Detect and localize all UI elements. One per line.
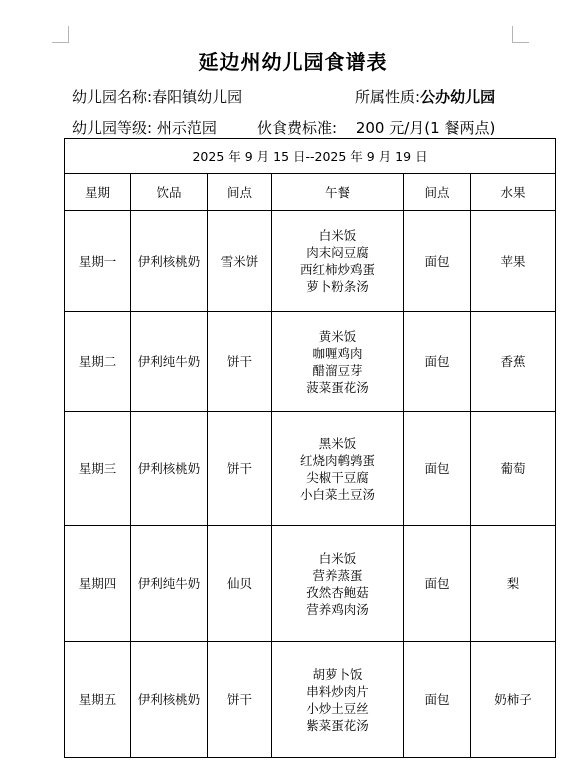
lunch-item: 黑米饭 <box>318 435 357 451</box>
table-row <box>65 211 556 312</box>
day-cell: 星期三 <box>65 412 131 526</box>
crop-mark-top-left <box>52 26 69 43</box>
fruit-cell: 香蕉 <box>471 312 556 412</box>
lunch-item: 萝卜粉条汤 <box>306 279 369 294</box>
lunch-item: 营养蒸蛋 <box>312 567 363 583</box>
lunch-item: 肉末闷豆腐 <box>306 245 369 260</box>
ownership-value: 公办幼儿园 <box>420 88 496 106</box>
kindergarten-name-label: 幼儿园名称: <box>72 88 153 106</box>
table-row <box>65 642 556 758</box>
lunch-item: 菠菜蛋花汤 <box>306 379 369 395</box>
header-day: 星期 <box>65 174 131 211</box>
table-row <box>65 412 556 526</box>
lunch-item: 醋溜豆芽 <box>312 362 363 378</box>
fee-value: 200 元/月(1 餐两点) <box>355 119 496 137</box>
kindergarten-name-line <box>72 86 242 107</box>
lunch-item: 串料炒肉片 <box>306 683 369 699</box>
lunch-cell <box>272 412 404 526</box>
lunch-item: 红烧肉鹌鹑蛋 <box>299 452 375 468</box>
fruit-cell: 苹果 <box>471 211 556 312</box>
menu-table <box>64 138 556 758</box>
date-range: 2025 年 9 月 15 日--2025 年 9 月 19 日 <box>65 139 556 174</box>
header-snack-1: 间点 <box>208 174 272 211</box>
drink-cell: 伊利纯牛奶 <box>131 312 208 412</box>
drink-cell: 伊利核桃奶 <box>131 412 208 526</box>
crop-mark-top-right <box>512 26 529 43</box>
header-drink: 饮品 <box>131 174 208 211</box>
snack2-cell: 面包 <box>404 312 471 412</box>
lunch-cell <box>272 211 404 312</box>
grade-value: 州示范园 <box>156 119 217 137</box>
fee-line <box>257 117 495 138</box>
snack2-cell: 面包 <box>404 642 471 758</box>
fruit-cell: 梨 <box>471 526 556 642</box>
header-snack-2: 间点 <box>404 174 471 211</box>
lunch-item: 小白菜土豆汤 <box>299 486 375 502</box>
header-fruit: 水果 <box>471 174 556 211</box>
lunch-cell <box>272 526 404 642</box>
snack1-cell: 饼干 <box>208 312 272 412</box>
snack1-cell: 饼干 <box>208 412 272 526</box>
ownership-line <box>355 86 495 107</box>
lunch-item: 营养鸡肉汤 <box>306 601 369 617</box>
lunch-item: 西红柿炒鸡蛋 <box>299 262 375 277</box>
lunch-item: 尖椒干豆腐 <box>306 469 369 485</box>
fruit-cell: 奶柿子 <box>471 642 556 758</box>
grade-line <box>72 117 217 138</box>
kindergarten-name: 春阳镇幼儿园 <box>152 88 243 106</box>
snack1-cell: 雪米饼 <box>208 211 272 312</box>
snack2-cell: 面包 <box>404 526 471 642</box>
lunch-item: 胡萝卜饭 <box>312 666 363 682</box>
ownership-label: 所属性质: <box>355 88 421 106</box>
day-cell: 星期二 <box>65 312 131 412</box>
lunch-item: 白米饭 <box>318 228 357 243</box>
drink-cell: 伊利纯牛奶 <box>131 526 208 642</box>
date-range-row <box>65 139 556 174</box>
snack2-cell: 面包 <box>404 412 471 526</box>
lunch-item: 黄米饭 <box>318 328 357 344</box>
header-lunch: 午餐 <box>272 174 404 211</box>
drink-cell: 伊利核桃奶 <box>131 211 208 312</box>
table-row <box>65 526 556 642</box>
lunch-item: 白米饭 <box>318 550 357 566</box>
day-cell: 星期四 <box>65 526 131 642</box>
table-row <box>65 312 556 412</box>
document-title: 延边州幼儿园食谱表 <box>198 50 388 74</box>
lunch-item: 咖喱鸡肉 <box>312 345 363 361</box>
snack2-cell: 面包 <box>404 211 471 312</box>
snack1-cell: 仙贝 <box>208 526 272 642</box>
lunch-cell <box>272 642 404 758</box>
header-row <box>65 174 556 211</box>
lunch-cell <box>272 312 404 412</box>
lunch-item: 孜然杏鲍菇 <box>306 584 369 600</box>
fee-label: 伙食费标准: <box>257 119 338 137</box>
day-cell: 星期一 <box>65 211 131 312</box>
day-cell: 星期五 <box>65 642 131 758</box>
grade-label: 幼儿园等级: <box>72 119 153 137</box>
lunch-item: 小炒土豆丝 <box>306 700 369 716</box>
drink-cell: 伊利核桃奶 <box>131 642 208 758</box>
snack1-cell: 饼干 <box>208 642 272 758</box>
lunch-item: 紫菜蛋花汤 <box>306 717 369 733</box>
fruit-cell: 葡萄 <box>471 412 556 526</box>
